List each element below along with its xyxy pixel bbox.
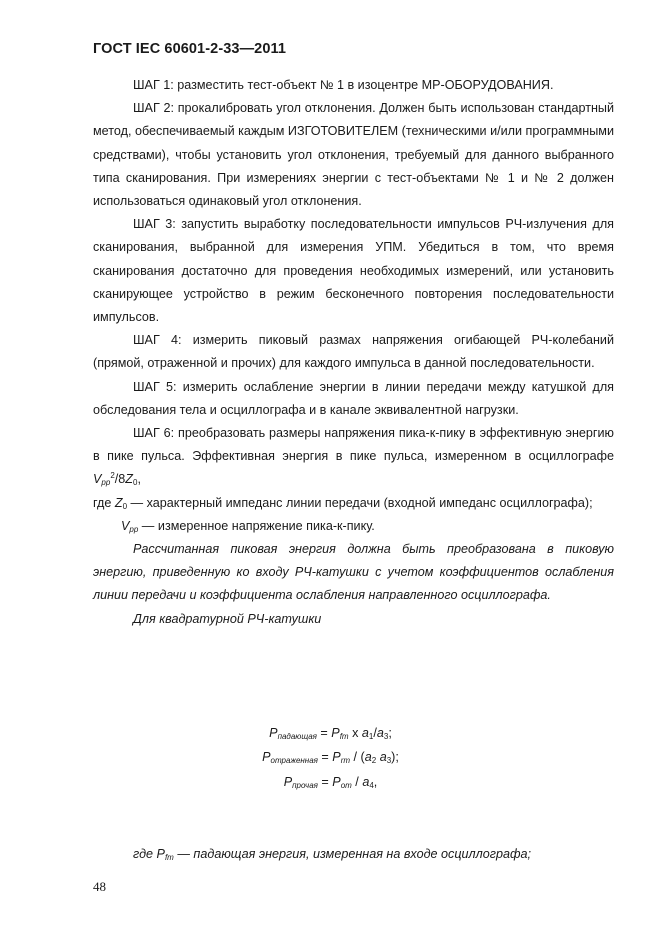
formula-incident-lhs-sub: падающая	[277, 732, 317, 741]
formula-reflected-lhs-sub: отраженная	[270, 756, 318, 765]
step-6-formula-div: /8	[114, 472, 126, 487]
formula-incident-op: x	[348, 726, 362, 740]
formula-reflected-op: / (	[350, 750, 365, 764]
formula-other-op: /	[351, 775, 363, 789]
step-4-paragraph: ШАГ 4: измерить пиковый размах напряжения огибающей РЧ-колебаний (прямой, отраженной и прочих) для каждого импульса в данной последовательности.	[93, 333, 614, 371]
formula-reflected	[0, 750, 661, 764]
vpp-text: — измеренное напряжение пика-к-пику.	[138, 518, 375, 533]
pfm-prefix: где	[133, 847, 157, 861]
page-number: 48	[93, 879, 106, 894]
vpp-definition	[93, 515, 614, 538]
z0-definition	[93, 492, 614, 515]
step-6-formula-z: Z	[125, 472, 133, 487]
pfm-text: — падающая энергия, измеренная на входе осциллографа;	[173, 847, 532, 861]
formula-reflected-a2-sub: 3	[386, 756, 392, 765]
formula-reflected-a1-sub: 2	[371, 756, 377, 765]
pfm-sub: fm	[164, 853, 174, 862]
formula-reflected-p: P	[332, 750, 341, 764]
quadrature-heading: Для квадратурной РЧ-катушки	[133, 611, 322, 626]
z0-symbol: Z	[114, 495, 123, 510]
formula-reflected-a2: a	[379, 750, 387, 764]
step-6-formula-z-sub: 0	[132, 478, 138, 488]
z0-sub: 0	[122, 501, 128, 511]
formula-reflected-a1: a	[364, 750, 372, 764]
step-2-paragraph: ШАГ 2: прокалибровать угол отклонения. Должен быть использован стандартный метод, обеспечиваемый каждым ИЗГОТОВИТЕЛЕМ (техническими и/или программными средствами), чтобы установить угол отклонения, требуемый для данного выбранного типа сканирования. При измерениях энергии с тест-объектами № 1 и № 2 должен использоваться одинаковый угол отклонения.	[93, 101, 614, 209]
formula-reflected-p-sub: rm	[340, 756, 351, 765]
formula-incident	[0, 726, 661, 740]
formula-other-p: P	[332, 775, 341, 789]
document-header: ГОСТ IEC 60601-2-33—2011	[93, 41, 287, 57]
formula-incident-p: P	[331, 726, 340, 740]
formula-other-lhs: P	[283, 775, 293, 789]
pfm-symbol: P	[156, 847, 165, 861]
step-6-formula-sup: 2	[110, 471, 115, 481]
formula-incident-p-sub: fm	[339, 732, 349, 741]
pfm-definition-block	[93, 843, 614, 866]
step-6-formula-v-sub: pp	[101, 478, 111, 488]
formula-incident-a2: a	[376, 726, 384, 740]
step-3-paragraph: ШАГ 3: запустить выработку последовательности импульсов РЧ-излучения для сканирования, выбранной для измерения УПМ. Убедиться в том, что время сканирования достаточно для проведения необходимых измерений, или установить сканирующее устройство в режим бесконечного повторения последовательности импульсов.	[93, 217, 614, 325]
step-1-paragraph: ШАГ 1: разместить тест-объект № 1 в изоцентре МР-ОБОРУДОВАНИЯ.	[133, 78, 554, 92]
formula-incident-a1: a	[361, 726, 369, 740]
formula-incident-a1-sub: 1	[368, 732, 374, 741]
formula-reflected-end: );	[391, 750, 399, 764]
formula-incident-end: ;	[388, 726, 392, 740]
formula-other-p-sub: om	[340, 781, 352, 790]
formula-other-eq: =	[317, 775, 333, 789]
formula-incident-eq: =	[316, 726, 332, 740]
formula-other-lhs-sub: прочая	[292, 781, 318, 790]
z0-text: — характерный импеданс линии передачи (входной импеданс осциллографа);	[127, 495, 593, 510]
formula-incident-lhs: P	[269, 726, 278, 740]
step-5-paragraph: ШАГ 5: измерить ослабление энергии в линии передачи между катушкой для обследования тела и осциллографа и в канале эквивалентной нагрузки.	[93, 379, 614, 417]
formula-other-a1: a	[362, 775, 370, 789]
formula-other	[0, 775, 661, 789]
calculated-energy-paragraph: Рассчитанная пиковая энергия должна быть преобразована в пиковую энергию, приведенную ко входу РЧ-катушки с учетом коэффициентов ослабления линии передачи и коэффициента ослабления направленного осциллографа.	[93, 542, 614, 603]
formula-other-end: ,	[373, 775, 378, 789]
formula-reflected-lhs: P	[262, 750, 271, 764]
steps-text	[93, 74, 614, 631]
step-6-paragraph	[93, 422, 614, 492]
vpp-sub: pp	[129, 524, 139, 534]
formula-other-a1-sub: 4	[369, 781, 374, 790]
step-6-text: ШАГ 6: преобразовать размеры напряжения пика-к-пику в эффективную энергию в пике пульса. Эффективная энергия в пике пульса, измеренном в осциллографе	[93, 426, 614, 464]
formula-incident-sep: /	[373, 726, 377, 740]
formula-reflected-eq: =	[317, 750, 333, 764]
step-6-formula-v: V	[93, 472, 102, 487]
pfm-definition	[93, 843, 614, 866]
z0-prefix: где	[93, 495, 115, 510]
vpp-symbol: V	[121, 518, 130, 533]
formula-incident-a2-sub: 3	[383, 732, 389, 741]
step-6-formula-tail: ,	[137, 472, 141, 487]
